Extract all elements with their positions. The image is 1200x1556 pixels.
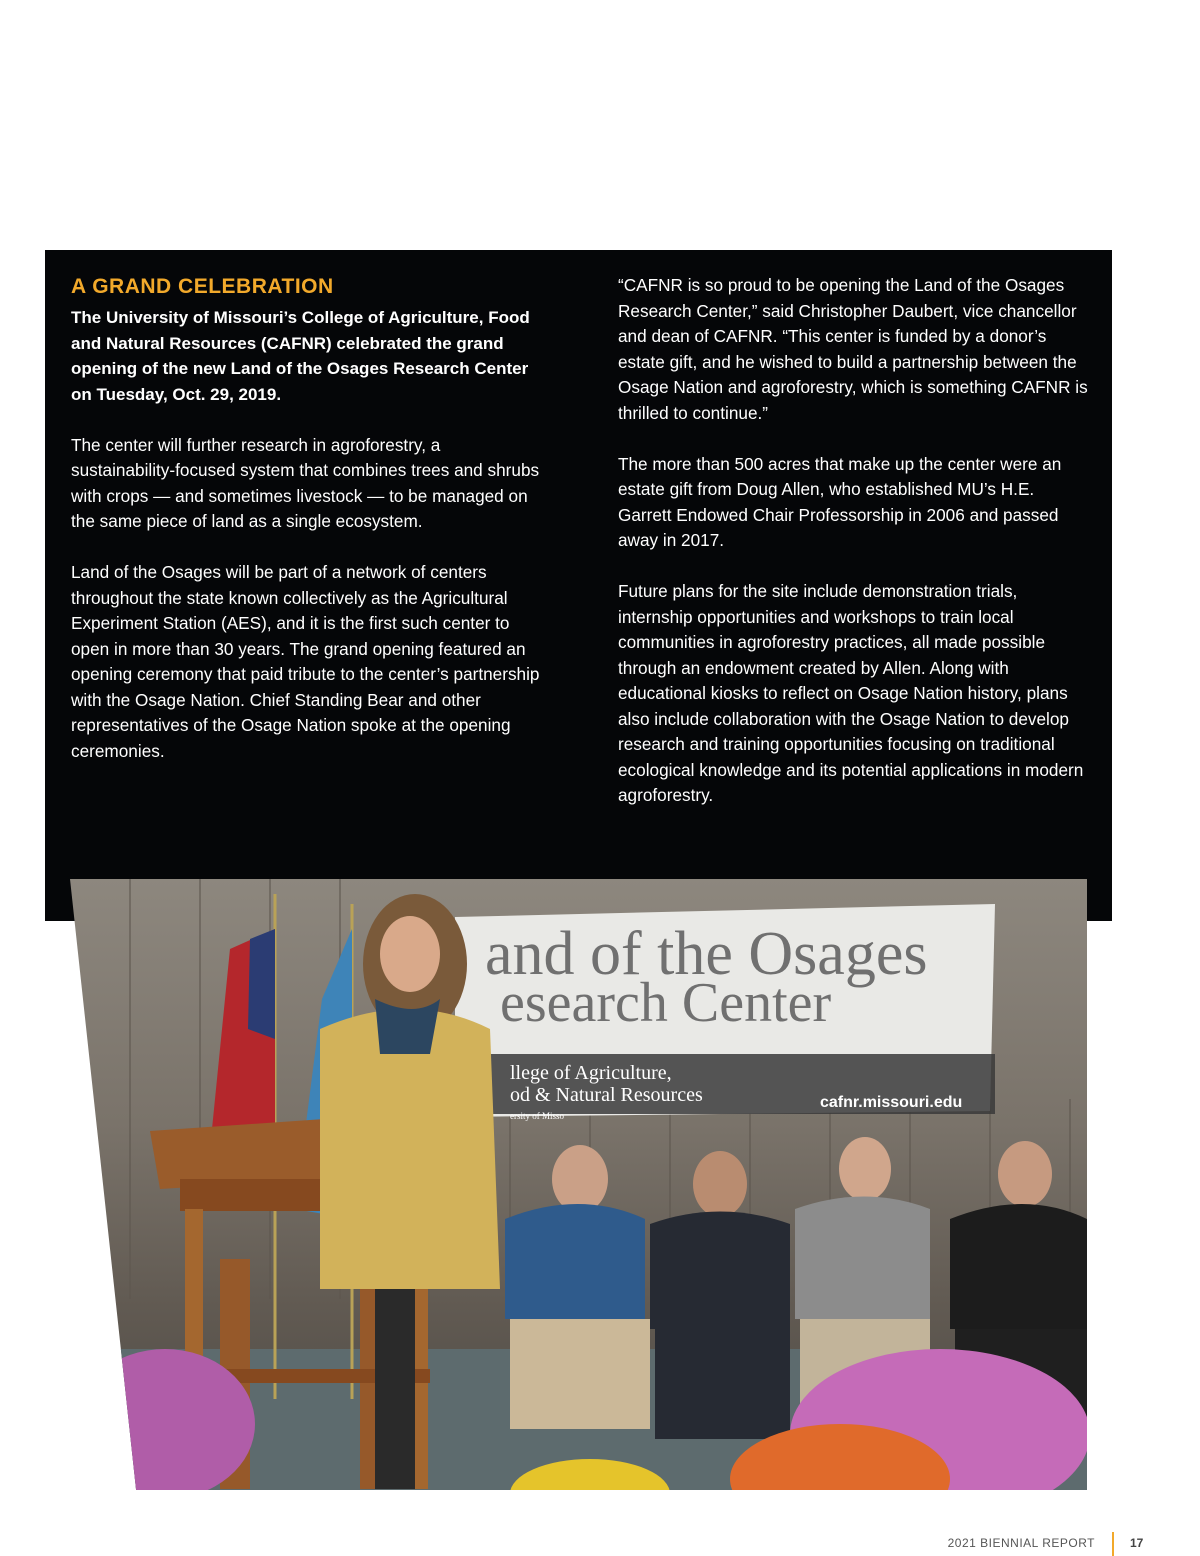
banner-subtitle-line1: llege of Agriculture, xyxy=(510,1062,672,1084)
banner-title-line1: and of the Osages xyxy=(485,920,928,988)
photo-illustration xyxy=(70,879,1087,1490)
left-paragraph: Land of the Osages will be part of a network of centers throughout the state known collectively as the Agricultural Experiment Station (AES), and it is the first such center to open in more than 30 years. The grand opening featured an opening ceremony that paid tribute to the center’s partnership with the Osage Nation. Chief Standing Bear and other representatives of the Osage Nation spoke at the opening ceremonies. xyxy=(71,562,540,761)
right-paragraph: The more than 500 acres that make up the center were an estate gift from Doug Allen, who established MU’s H.E. Garrett Endowed Chair Professorship in 2006 and passed away in 2017. xyxy=(618,453,1062,550)
right-paragraph: Future plans for the site include demonstration trials, internship opportunities and workshops to train local communities in agroforestry practices, all made possible through an endowment created by Allen. Along with educational kiosks to reflect on Osage Nation history, plans also include collaboration with the Osage Nation to develop research and training opportunities focusing on traditional ecological knowledge and its potential applications in modern agroforestry. xyxy=(618,581,1084,805)
left-paragraph: The center will further research in agroforestry, a sustainability-focused system that combines trees and shrubs with crops — and sometimes livestock — to be managed on the same piece of land as a single ecosystem. xyxy=(71,434,540,531)
right-paragraph: “CAFNR is so proud to be opening the Land of the Osages Research Center,” said Christopher Daubert, vice chancellor and dean of CAFNR. “This center is funded by a donor’s estate gift, and he wished to build a partnership between the Osage Nation and agroforestry, which is something CAFNR is thrilled to continue.” xyxy=(618,275,1088,423)
left-column xyxy=(71,273,541,790)
article-lead: The University of Missouri’s College of Agriculture, Food and Natural Resources (CAFNR) celebrated the grand opening of the new Land of the Osages Research Center on Tuesday, Oct. 29, 2019. xyxy=(71,308,530,404)
report-label: 2021 BIENNIAL REPORT xyxy=(947,1536,1095,1550)
article-heading: A GRAND CELEBRATION xyxy=(71,275,334,298)
page-number: 17 xyxy=(1130,1536,1144,1550)
footer-divider xyxy=(1112,1532,1114,1556)
banner-subtitle-line3: ersity of Misso xyxy=(510,1111,564,1121)
right-column xyxy=(618,273,1088,834)
banner-title-line2: esearch Center xyxy=(500,972,832,1034)
banner-subtitle-line2: od & Natural Resources xyxy=(510,1084,703,1106)
ceremony-photo xyxy=(70,879,1087,1490)
banner-url: cafnr.missouri.edu xyxy=(820,1094,963,1111)
